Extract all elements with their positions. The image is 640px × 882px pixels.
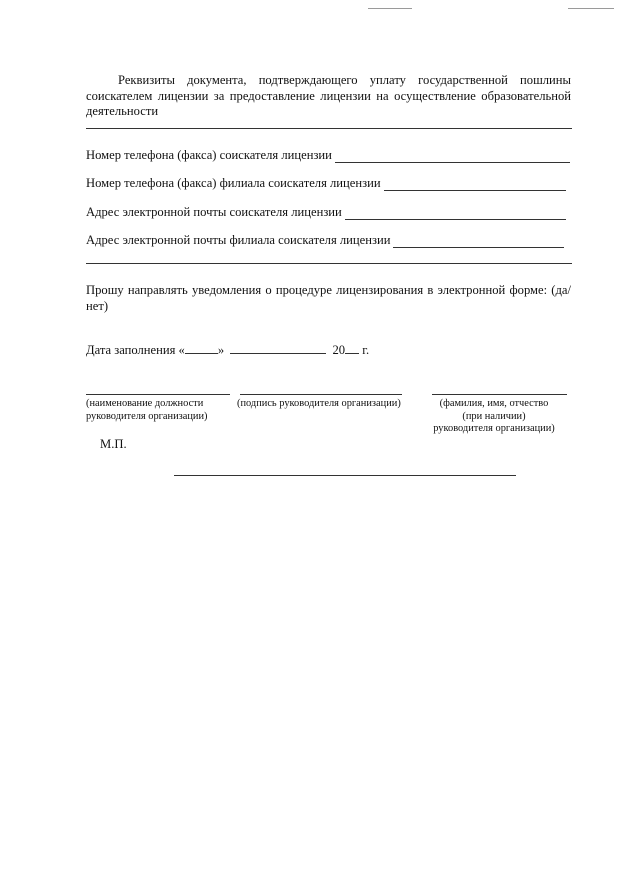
signature-caption: (подпись руководителя организации): [237, 398, 401, 409]
signature-line[interactable]: [240, 394, 402, 395]
stamp-label: М.П.: [100, 437, 127, 451]
year-suffix: г.: [359, 343, 370, 357]
applicant-email-blank[interactable]: [345, 207, 566, 220]
branch-phone-field[interactable]: [86, 175, 572, 191]
name-signature-line[interactable]: [432, 394, 567, 395]
scan-artifact-line: [368, 8, 412, 9]
applicant-email-label: Адрес электронной почты соискателя лицензии: [86, 205, 342, 219]
applicant-email-field[interactable]: [86, 204, 572, 220]
year-blank[interactable]: [345, 342, 359, 354]
branch-phone-blank[interactable]: [384, 178, 566, 191]
bottom-divider: [174, 475, 516, 476]
applicant-phone-label: Номер телефона (факса) соискателя лицензии: [86, 148, 332, 162]
year-prefix: 20: [332, 343, 346, 357]
section-divider: [86, 263, 572, 264]
electronic-notification-request: Прошу направлять уведомления о процедуре лицензирования в электронной форме: (да/нет): [86, 283, 571, 313]
branch-email-blank[interactable]: [393, 235, 564, 248]
fill-date-line[interactable]: [86, 342, 369, 358]
scan-artifact-line: [568, 8, 614, 9]
requisites-paragraph: Реквизиты документа, подтверждающего уплату государственной пошлины соискателем лицензии за предоставление лицензии на осуществление образовательной деятельности: [86, 73, 571, 118]
position-signature-line[interactable]: [86, 394, 230, 395]
requisites-fill-rule: [86, 128, 572, 129]
day-blank[interactable]: [185, 342, 218, 354]
branch-phone-label: Номер телефона (факса) филиала соискателя лицензии: [86, 176, 381, 190]
branch-email-label: Адрес электронной почты филиала соискателя лицензии: [86, 233, 391, 247]
close-quote: »: [217, 343, 225, 357]
position-caption: (наименование должности руководителя организации): [86, 398, 208, 422]
applicant-phone-field[interactable]: [86, 147, 572, 163]
applicant-phone-blank[interactable]: [335, 150, 570, 163]
branch-email-field[interactable]: [86, 232, 572, 248]
month-blank[interactable]: [230, 342, 326, 354]
fill-date-label: Дата заполнения «: [86, 343, 185, 357]
name-caption: (фамилия, имя, отчество (при наличии) руководителя организации): [433, 398, 555, 434]
